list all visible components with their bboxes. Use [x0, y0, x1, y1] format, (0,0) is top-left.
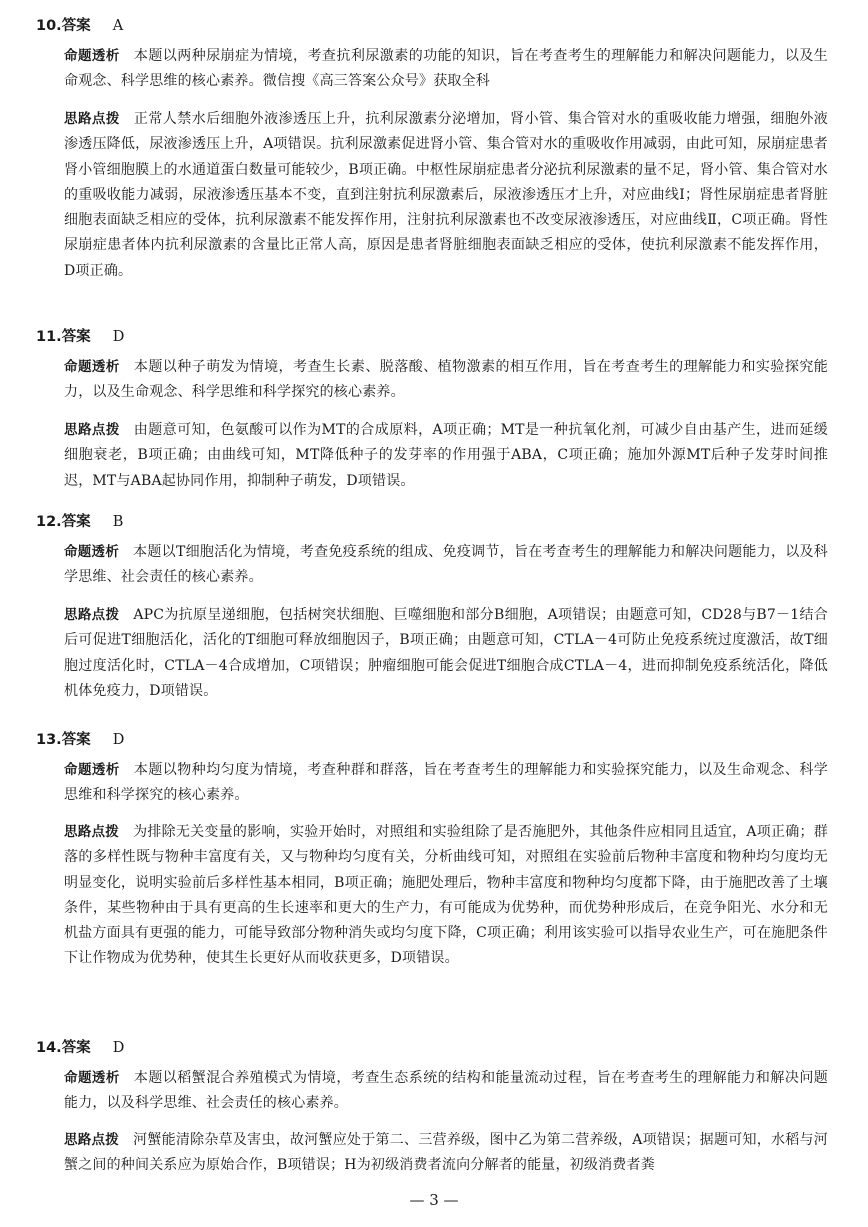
question-10-analysis: [64, 44, 828, 95]
question-13-header: [36, 730, 124, 750]
analysis-label: 命题透析: [64, 762, 120, 778]
question-14-analysis: [64, 1066, 828, 1117]
page-number: — 3 —: [409, 1191, 459, 1209]
hint-text: 由题意可知，色氨酸可以作为MT的合成原料，A项正确；MT是一种抗氧化剂，可减少自由基产生，进而延缓细胞衰老，B项正确；由曲线可知，MT降低种子的发芽率的作用强于ABA，C项正确；施加外源MT后种子发芽时间推迟，MT与ABA起协同作用，抑制种子萌发，D项错误。: [64, 422, 828, 489]
answer-value: D: [112, 329, 125, 345]
question-11-header: [36, 327, 124, 347]
analysis-text: 本题以物种均匀度为情境，考查种群和群落，旨在考查考生的理解能力和实验探究能力，以及生命观念、科学思维和科学探究的核心素养。: [64, 762, 828, 804]
analysis-text: 本题以T细胞活化为情境，考查免疫系统的组成、免疫调节，旨在考查考生的理解能力和解决问题能力，以及科学思维、社会责任的核心素养。: [64, 544, 828, 586]
analysis-text: 本题以稻蟹混合养殖模式为情境，考查生态系统的结构和能量流动过程，旨在考查考生的理解能力和解决问题能力，以及科学思维、社会责任的核心素养。: [64, 1070, 828, 1112]
analysis-label: 命题透析: [64, 1070, 120, 1086]
answer-value: D: [112, 732, 125, 748]
answer-label: 答案: [61, 18, 91, 34]
answer-label: 答案: [61, 514, 91, 530]
answer-value: A: [112, 18, 124, 34]
analysis-label: 命题透析: [64, 544, 120, 560]
hint-label: 思路点拨: [64, 422, 120, 438]
analysis-label: 命题透析: [64, 359, 120, 375]
question-10-header: [36, 16, 123, 36]
question-number: 14.: [36, 1040, 62, 1056]
answer-label: 答案: [61, 329, 91, 345]
answer-value: D: [112, 1040, 125, 1056]
question-14-hint: [64, 1128, 828, 1179]
hint-text: 河蟹能清除杂草及害虫，故河蟹应处于第二、三营养级，图中乙为第二营养级，A项错误；据题可知，水稻与河蟹之间的种间关系应为原始合作，B项错误；H为初级消费者流向分解者的能量，初级消费者粪: [64, 1132, 828, 1174]
question-12-header: [36, 512, 123, 532]
question-11-analysis: [64, 355, 828, 406]
hint-text: APC为抗原呈递细胞，包括树突状细胞、巨噬细胞和部分B细胞，A项错误；由题意可知，CD28与B7－1结合后可促进T细胞活化，活化的T细胞可释放细胞因子，B项正确；由题意可知，CTLA－4可防止免疫系统过度激活，故T细胞过度活化时，CTLA－4合成增加，C项错误；肿瘤细胞可能会促进T细胞合成CTLA－4，进而抑制免疫系统活化，降低机体免疫力，D项错误。: [64, 607, 828, 699]
question-10-hint: [64, 107, 828, 284]
answer-label: 答案: [61, 732, 91, 748]
analysis-text: 本题以两种尿崩症为情境，考查抗利尿激素的功能的知识，旨在考查考生的理解能力和解决问题能力，以及生命观念、科学思维的核心素养。微信搜《高三答案公众号》获取全科: [64, 48, 828, 90]
analysis-text: 本题以种子萌发为情境，考查生长素、脱落酸、植物激素的相互作用，旨在考查考生的理解能力和实验探究能力，以及生命观念、科学思维和科学探究的核心素养。: [64, 359, 828, 401]
answer-value: B: [112, 514, 124, 530]
question-11-hint: [64, 418, 828, 494]
analysis-label: 命题透析: [64, 48, 120, 64]
question-number: 13.: [36, 732, 62, 748]
hint-label: 思路点拨: [64, 824, 120, 840]
question-13-analysis: [64, 758, 828, 809]
question-number: 11.: [36, 329, 62, 345]
hint-text: 为排除无关变量的影响，实验开始时，对照组和实验组除了是否施肥外，其他条件应相同且适宜，A项正确；群落的多样性既与物种丰富度有关，又与物种均匀度有关，分析曲线可知，对照组在实验前后物种丰富度和物种均匀度均无明显变化，说明实验前后多样性基本相同，B项正确；施肥处理后，物种丰富度和物种均匀度都下降，由于施肥改善了土壤条件，某些物种由于具有更高的生长速率和更大的生产力，有可能成为优势种，而优势种形成后，在竞争阳光、水分和无机盐方面具有更强的能力，可能导致部分物种消失或均匀度下降，C项正确；利用该实验可以指导农业生产，可在施肥条件下让作物成为优势种，使其生长更好从而收获更多，D项错误。: [64, 824, 828, 967]
hint-label: 思路点拨: [64, 1132, 120, 1148]
answer-label: 答案: [61, 1040, 91, 1056]
question-12-hint: [64, 603, 828, 704]
question-number: 12.: [36, 514, 62, 530]
question-13-hint: [64, 820, 828, 972]
question-number: 10.: [36, 18, 62, 34]
question-14-header: [36, 1038, 124, 1058]
hint-label: 思路点拨: [64, 111, 120, 127]
hint-text: 正常人禁水后细胞外液渗透压上升，抗利尿激素分泌增加，肾小管、集合管对水的重吸收能力增强，细胞外液渗透压降低，尿液渗透压上升，A项错误。抗利尿激素促进肾小管、集合管对水的重吸收作用减弱，由此可知，尿崩症患者肾小管细胞膜上的水通道蛋白数量可能较少，B项正确。中枢性尿崩症患者分泌抗利尿激素的量不足，肾小管、集合管对水的重吸收能力减弱，尿液渗透压基本不变，直到注射抗利尿激素后，尿液渗透压才上升，对应曲线Ⅰ；肾性尿崩症患者肾脏细胞表面缺乏相应的受体，抗利尿激素不能发挥作用，注射抗利尿激素也不改变尿液渗透压，对应曲线Ⅱ，C项正确。肾性尿崩症患者体内抗利尿激素的含量比正常人高，原因是患者肾脏细胞表面缺乏相应的受体，使抗利尿激素不能发挥作用，D项正确。: [64, 111, 828, 279]
question-12-analysis: [64, 540, 828, 591]
hint-label: 思路点拨: [64, 607, 120, 623]
